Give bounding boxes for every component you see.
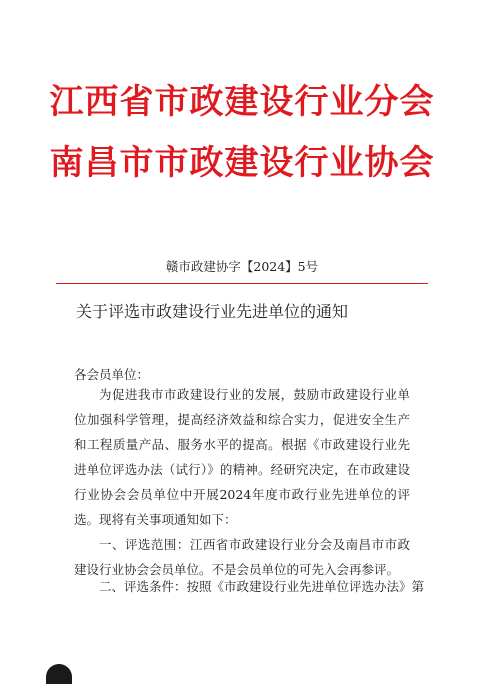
org-name-line-2: 南昌市市政建设行业协会 [49, 143, 435, 183]
body-paragraph-2: 一、评选范围：江西省市政建设行业分会及南昌市市政建设行业协会会员单位。不是会员单位的可先入会再参评。 [74, 537, 410, 577]
org-name-line-1: 江西省市政建设行业分会 [49, 82, 435, 122]
page-corner-mark [46, 664, 72, 684]
body-paragraph-3: 二、评选条件：按照《市政建设行业先进单位评选办法》第 [99, 579, 425, 594]
document-title: 关于评选市政建设行业先进单位的通知 [76, 302, 349, 321]
red-divider-line [56, 283, 428, 284]
salutation: 各会员单位： [74, 367, 150, 382]
body-paragraph-1: 为促进我市市政建设行业的发展，鼓励市政建设行业单位加强科学管理，提高经济效益和综合实力，促进安全生产和工程质量产品、服务水平的提高。根据《市政建设行业先进单位评选办法（试行）》的精神。经研究决定，在市政建设行业协会会员单位中开展2024年度市政行业先进单位的评选。现将有关事项通知如下： [74, 387, 410, 527]
document-number: 赣市政建协字【2024】5号 [165, 259, 319, 274]
